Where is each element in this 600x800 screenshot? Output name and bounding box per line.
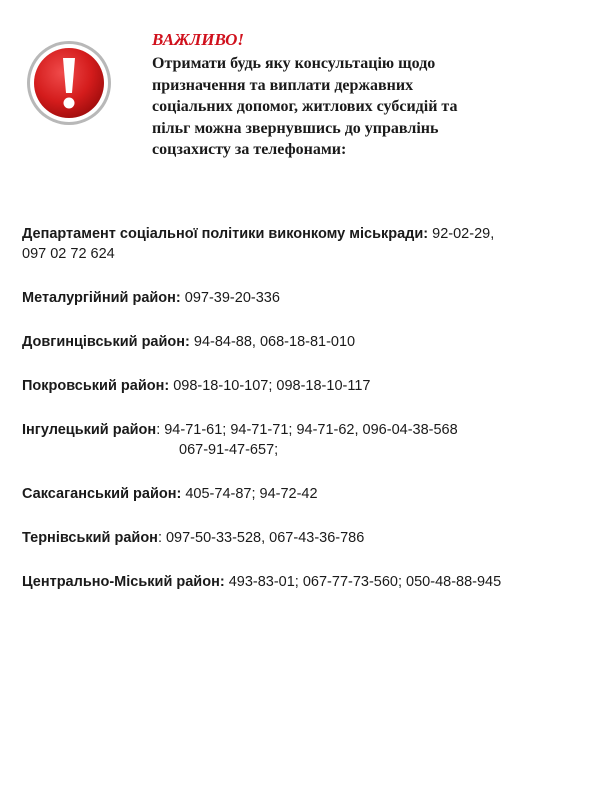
- lead-line: призначення та виплати державних: [152, 76, 414, 94]
- contact-saksahanskyi: [22, 484, 592, 504]
- department-name: Покровський район:: [22, 378, 170, 394]
- department-name: Центрально-Міський район:: [22, 574, 225, 590]
- contact-pokrovskyi: [22, 376, 592, 396]
- header-block: [152, 30, 552, 161]
- contacts-list: [22, 224, 592, 592]
- lead-line: пільг можна звернувшись до управлінь: [152, 119, 439, 137]
- phone-numbers: 098-18-10-107; 098-18-10-117: [169, 378, 371, 394]
- lead-line: соціальних допомог, житлових субсидій та: [152, 98, 458, 115]
- phone-numbers: 92-02-29,: [428, 226, 495, 242]
- important-label: ВАЖЛИВО!: [152, 30, 244, 49]
- phone-numbers: 405-74-87; 94-72-42: [181, 486, 318, 502]
- exclamation-alert-icon: [26, 40, 112, 126]
- phone-numbers: : 097-50-33-528, 067-43-36-786: [157, 530, 365, 546]
- phone-numbers-continued: 067-91-47-657;: [179, 442, 279, 458]
- department-name: Інгулецький район: [22, 422, 157, 438]
- lead-text: [152, 53, 552, 161]
- phone-numbers-continued: 097 02 72 624: [22, 246, 115, 262]
- department-name: Саксаганський район:: [22, 486, 182, 502]
- department-name: Департамент соціальної політики виконкому міськради:: [22, 226, 429, 242]
- contact-inhuletskyi: [22, 420, 592, 460]
- contact-dovhyntsivskyi: [22, 332, 592, 352]
- phone-numbers: 097-39-20-336: [180, 290, 280, 306]
- contact-metalurhiinyi: [22, 288, 592, 308]
- lead-line: соцзахисту за телефонами:: [152, 141, 347, 158]
- contact-tsentralno-miskyi: [22, 572, 592, 592]
- phone-numbers: 94-84-88, 068-18-81-010: [189, 334, 356, 350]
- lead-line: Отримати будь яку консультацію щодо: [152, 55, 436, 72]
- phone-numbers: 493-83-01; 067-77-73-560; 050-48-88-945: [224, 574, 502, 590]
- department-name: Металургійний район:: [22, 290, 181, 306]
- department-name: Тернівський район: [22, 530, 158, 546]
- phone-numbers: : 94-71-61; 94-71-71; 94-71-62, 096-04-38-568: [156, 422, 458, 438]
- contact-ternivskyi: [22, 528, 592, 548]
- contact-department: [22, 224, 592, 264]
- department-name: Довгинцівський район:: [22, 334, 190, 350]
